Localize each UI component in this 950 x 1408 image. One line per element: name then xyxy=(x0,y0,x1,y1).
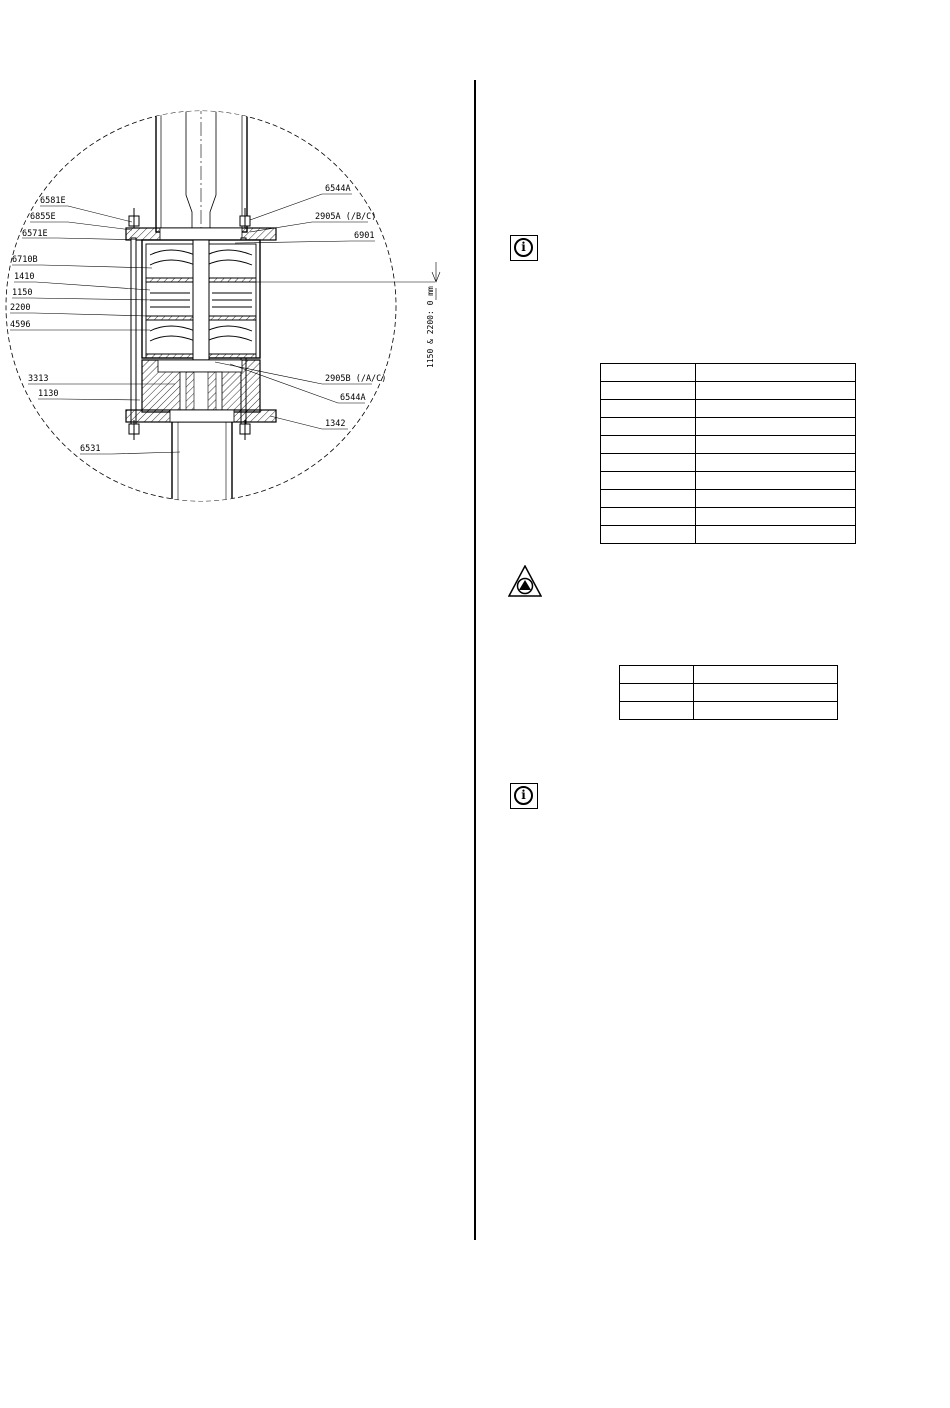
table-row xyxy=(601,490,856,508)
callout-2905a: 2905A (/B/C) xyxy=(315,212,377,222)
table-row xyxy=(601,400,856,418)
callout-2905b: 2905B (/A/C) xyxy=(325,374,387,384)
table-cell xyxy=(696,454,856,472)
table-cell xyxy=(696,418,856,436)
table-cell xyxy=(620,666,694,684)
callout-3313: 3313 xyxy=(28,374,49,384)
table-row xyxy=(601,526,856,544)
table-row xyxy=(601,382,856,400)
table-cell xyxy=(696,526,856,544)
table-row xyxy=(601,436,856,454)
callout-6571e: 6571E xyxy=(22,229,48,239)
table-row xyxy=(601,508,856,526)
callout-6544a-bottom: 6544A xyxy=(340,393,366,403)
table-cell xyxy=(696,490,856,508)
dimension-note: 1150 & 2200: 0 mm xyxy=(426,286,435,368)
table-cell xyxy=(601,400,696,418)
warning-triangle-icon xyxy=(508,565,542,597)
table-row xyxy=(601,454,856,472)
table-cell xyxy=(601,382,696,400)
callout-1410: 1410 xyxy=(14,272,35,282)
table-cell xyxy=(696,364,856,382)
table-cell xyxy=(694,684,838,702)
table-1 xyxy=(600,363,856,544)
callout-6901: 6901 xyxy=(354,231,375,241)
tie-rod-left xyxy=(131,238,136,424)
table-cell xyxy=(601,472,696,490)
callout-6544a-top: 6544A xyxy=(325,184,351,194)
callout-1342: 1342 xyxy=(325,419,346,429)
table-cell xyxy=(601,418,696,436)
callout-6855e: 6855E xyxy=(30,212,56,222)
table-row xyxy=(601,472,856,490)
table-cell xyxy=(694,702,838,720)
table-cell xyxy=(696,472,856,490)
callout-4596: 4596 xyxy=(10,320,31,330)
table-cell xyxy=(620,702,694,720)
column-divider xyxy=(474,80,476,1240)
table-row xyxy=(620,666,838,684)
callout-1130: 1130 xyxy=(38,389,59,399)
table-cell xyxy=(601,364,696,382)
table-row xyxy=(620,684,838,702)
table-2 xyxy=(619,665,838,720)
table-cell xyxy=(601,526,696,544)
callout-6710b: 6710B xyxy=(12,255,38,265)
table-cell xyxy=(601,454,696,472)
callout-6581e: 6581E xyxy=(40,196,66,206)
info-icon: i xyxy=(510,235,538,261)
table-cell xyxy=(696,508,856,526)
info-icon: i xyxy=(510,783,538,809)
callout-6531: 6531 xyxy=(80,444,101,454)
table-cell xyxy=(696,382,856,400)
table-cell xyxy=(601,508,696,526)
table-cell xyxy=(601,490,696,508)
table-row xyxy=(601,418,856,436)
upper-pipe xyxy=(156,100,247,232)
callout-1150: 1150 xyxy=(12,288,33,298)
table-cell xyxy=(620,684,694,702)
table-cell xyxy=(696,436,856,454)
table-cell xyxy=(694,666,838,684)
callout-2200: 2200 xyxy=(10,303,31,313)
table-row xyxy=(601,364,856,382)
table-cell xyxy=(601,436,696,454)
table-row xyxy=(620,702,838,720)
lower-pipe xyxy=(172,420,232,510)
table-cell xyxy=(696,400,856,418)
